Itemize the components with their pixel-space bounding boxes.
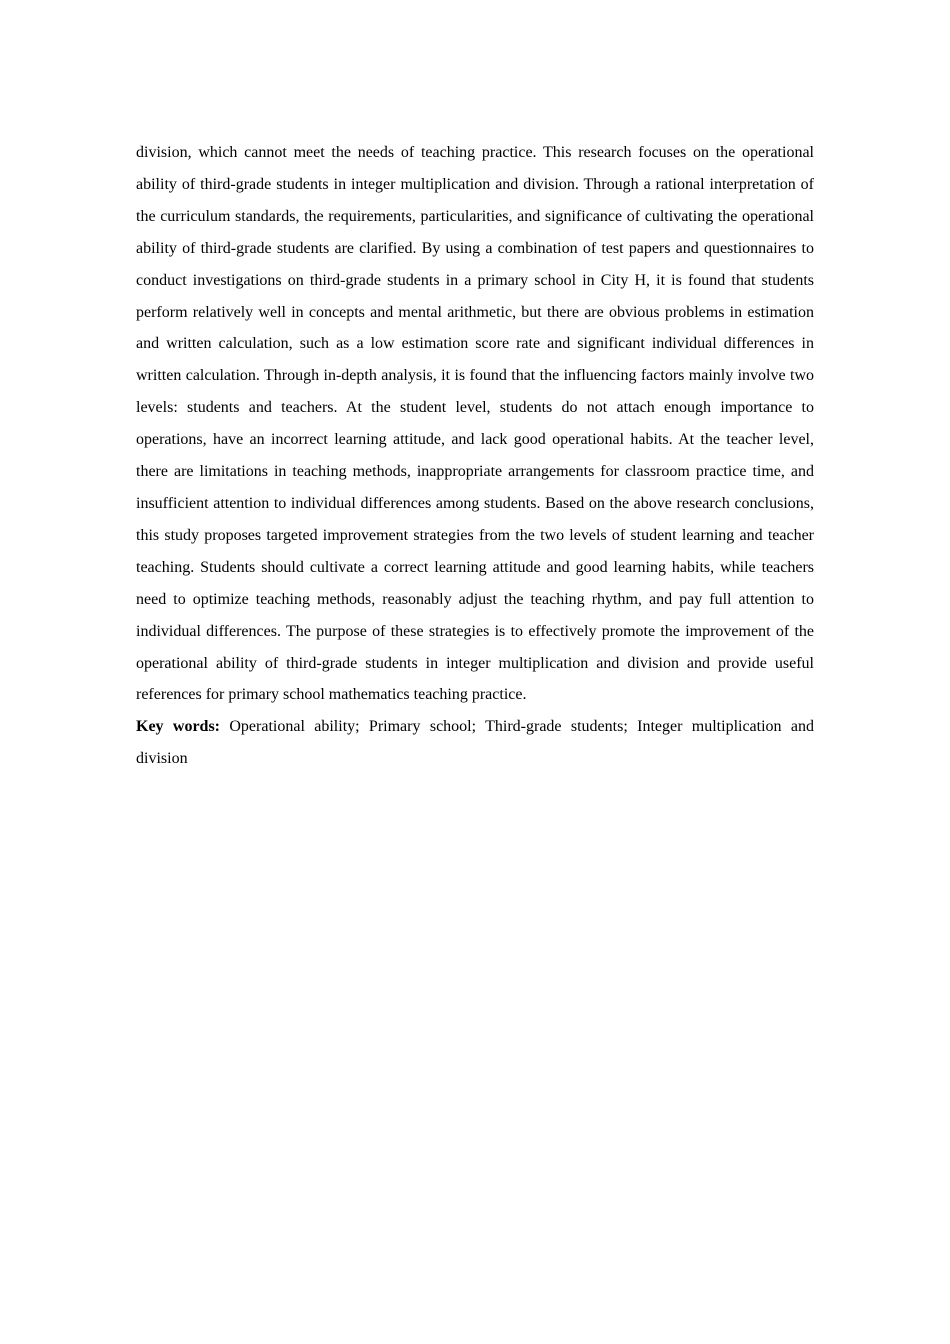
keywords-line (136, 711, 814, 775)
abstract-section (136, 137, 814, 775)
abstract-body: division, which cannot meet the needs of teaching practice. This research focuses on the operational ability of third-grade students in integer multiplication and division. Through a rational interpretation of the curriculum standards, the requirements, particularities, and significance of cultivating the operational ability of third-grade students are clarified. By using a combination of test papers and questionnaires to conduct investigations on third-grade students in a primary school in City H, it is found that students perform relatively well in concepts and mental arithmetic, but there are obvious problems in estimation and written calculation, such as a low estimation score rate and significant individual differences in written calculation. Through in-depth analysis, it is found that the influencing factors mainly involve two levels: students and teachers. At the student level, students do not attach enough importance to operations, have an incorrect learning attitude, and lack good operational habits. At the teacher level, there are limitations in teaching methods, inappropriate arrangements for classroom practice time, and insufficient attention to individual differences among students. Based on the above research conclusions, this study proposes targeted improvement strategies from the two levels of student learning and teacher teaching. Students should cultivate a correct learning attitude and good learning habits, while teachers need to optimize teaching methods, reasonably adjust the teaching rhythm, and pay full attention to individual differences. The purpose of these strategies is to effectively promote the improvement of the operational ability of third-grade students in integer multiplication and division and provide useful references for primary school mathematics teaching practice. (136, 144, 814, 704)
keywords-text: Operational ability; Primary school; Third-grade students; Integer multiplication and division (136, 718, 815, 768)
keywords-label: Key words: (136, 718, 221, 736)
